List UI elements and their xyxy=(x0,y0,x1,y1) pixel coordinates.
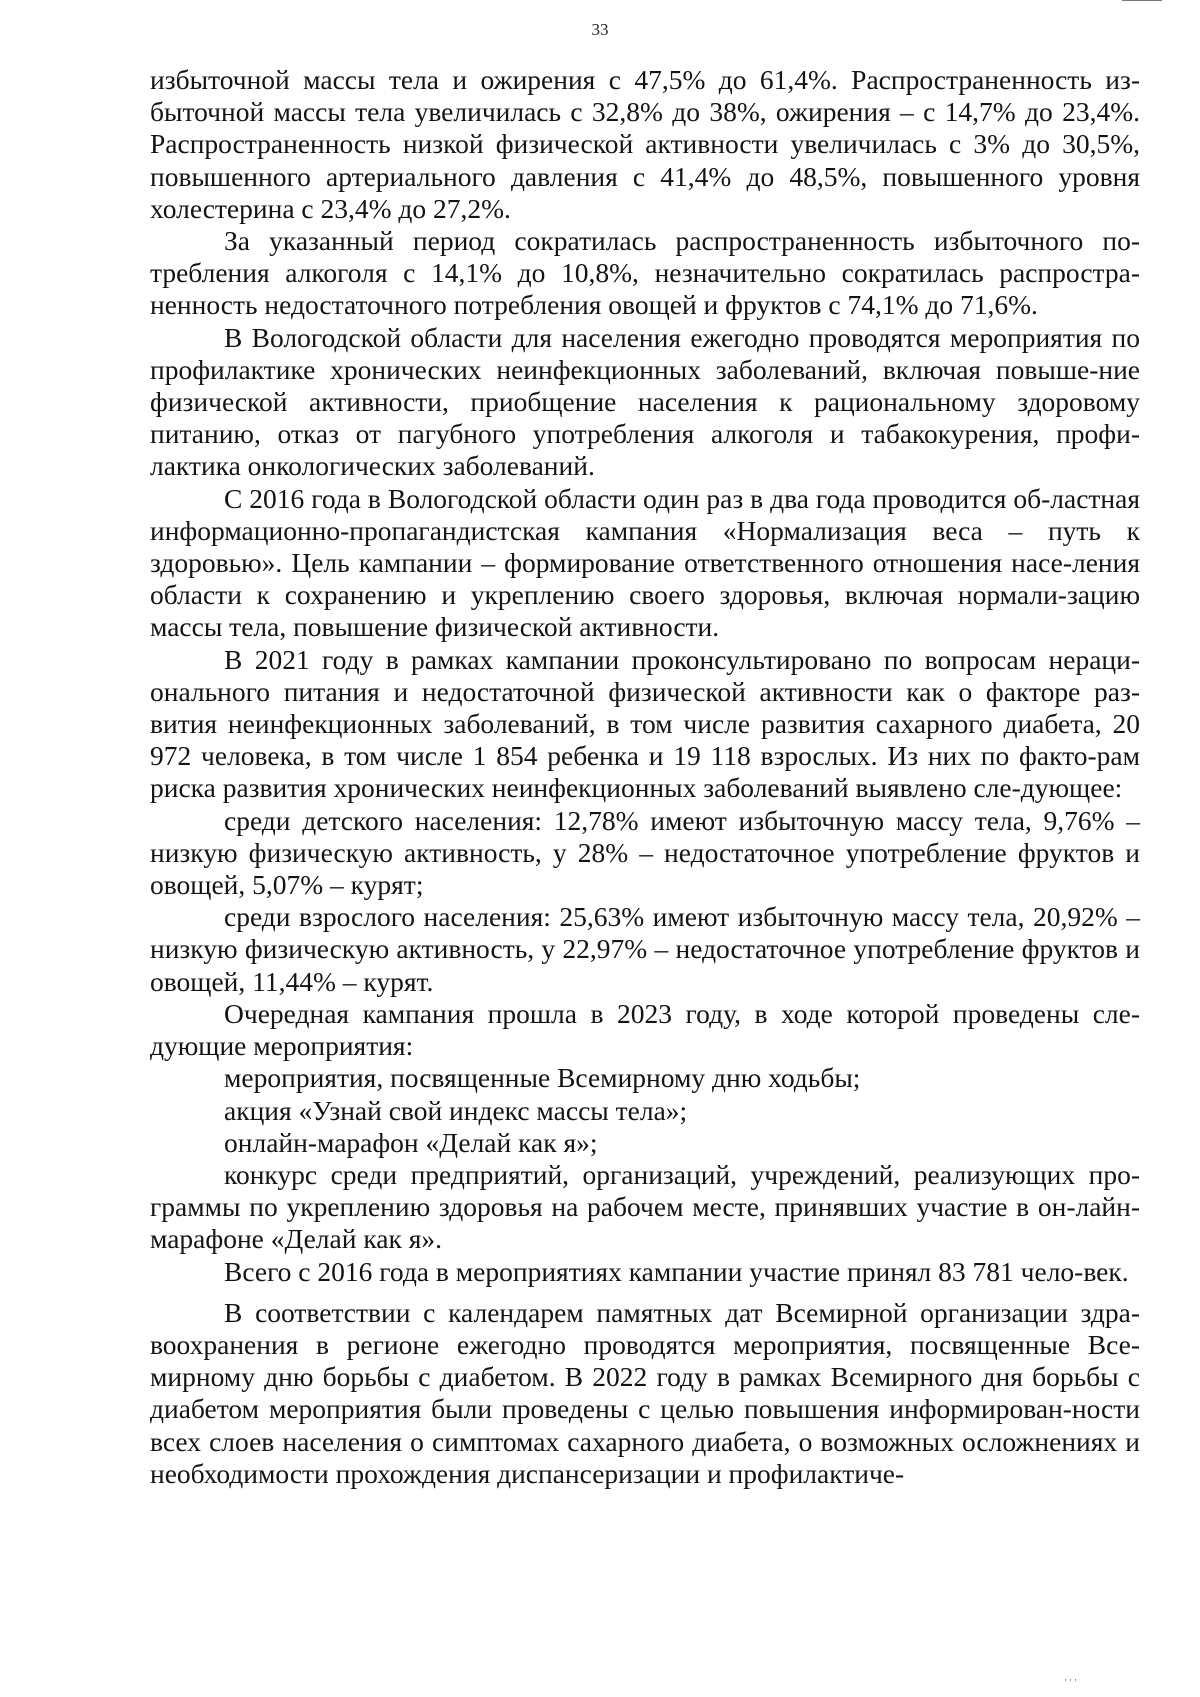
paragraph-total-participants: Всего с 2016 года в мероприятиях кампании участие принял 83 781 чело-век. xyxy=(224,1255,1129,1287)
list-item-marathon: онлайн-марафон «Делай как я»; xyxy=(224,1126,598,1158)
paragraph-diabetes-day: В соответствии с календарем памятных дат Всемирной организации здра-воохранения в регионе ежегодно проводятся мероприятия, посвященные Все-мирному дню борьбы с диабетом. В 2022 году в рамках Всемирного дня борьбы с диабетом мероприятия были проведены с целью повышения информирован-ности всех слоев населения о симптомах сахарного диабета, о возможных осложнениях и необходимости прохождения диспансеризации и профилактиче- xyxy=(150,1296,1140,1489)
paragraph-prevention-measures: В Вологодской области для населения ежегодно проводятся мероприятия по профилактике хронических неинфекционных заболеваний, включая повыше-ние физической активности, приобщение населения к рациональному здоровому питанию, отказ от пагубного употребления алкоголя и табакокурения, профи-лактика онкологических заболеваний. xyxy=(150,321,1140,482)
list-item-children: среди детского населения: 12,78% имеют избыточную массу тела, 9,76% – низкую физическую активность, у 28% – недостаточное употребление фруктов и овощей, 5,07% – курят; xyxy=(150,804,1140,901)
paragraph-alcohol-consumption: За указанный период сократилась распространенность избыточного по-требления алкоголя с 14,1% до 10,8%, незначительно сократилась распростра-ненность недостаточного потребления овощей и фруктов с 74,1% до 71,6%. xyxy=(150,225,1140,321)
paragraph-campaign-2021: В 2021 году в рамках кампании проконсультировано по вопросам нераци-онального питания и недостаточной физической активности как о факторе раз-вития неинфекционных заболеваний, в том числе развития сахарного диабета, 20 972 человека, в том числе 1 854 ребенка и 19 118 взрослых. Из них по факто-рам риска развития хронических неинфекционных заболеваний выявлено сле-дующее: xyxy=(150,643,1140,804)
list-item-contest: конкурс среди предприятий, организаций, учреждений, реализующих про-граммы по укреплению здоровья на рабочем месте, принявших участие в он-лайн-марафоне «Делай как я». xyxy=(150,1158,1140,1255)
scan-edge-mark xyxy=(1122,0,1162,5)
page-number: 33 xyxy=(591,20,609,39)
paragraph-campaign-intro: С 2016 года в Вологодской области один раз в два года проводится об-ластная информационно-пропагандистская кампания «Нормализация веса – путь к здоровью». Цель кампании – формирование ответственного отношения насе-ления области к сохранению и укреплению своего здоровья, включая нормали-зацию массы тела, повышение физической активности. xyxy=(150,482,1140,643)
list-item-walking-day: мероприятия, посвященные Всемирному дню ходьбы; xyxy=(224,1062,861,1094)
document-body xyxy=(150,64,1140,1490)
scan-artifact: ''' xyxy=(1065,1678,1080,1689)
list-item-adults: среди взрослого населения: 25,63% имеют избыточную массу тела, 20,92% – низкую физическую активность, у 22,97% – недостаточное употребление фруктов и овощей, 11,44% – курят. xyxy=(150,901,1140,997)
list-item-bmi-action: акция «Узнай свой индекс массы тела»; xyxy=(224,1094,688,1126)
paragraph-continuation: избыточной массы тела и ожирения с 47,5% до 61,4%. Распространенность из-быточной массы тела увеличилась с 32,8% до 38%, ожирения – с 14,7% до 23,4%. Распространенность низкой физической активности увеличилась с 3% до 30,5%, повышенного артериального давления с 41,4% до 48,5%, повышенного уровня холестерина с 23,4% до 27,2%. xyxy=(150,64,1140,224)
paragraph-campaign-2023: Очередная кампания прошла в 2023 году, в ходе которой проведены сле-дующие мероприятия: xyxy=(150,997,1140,1062)
